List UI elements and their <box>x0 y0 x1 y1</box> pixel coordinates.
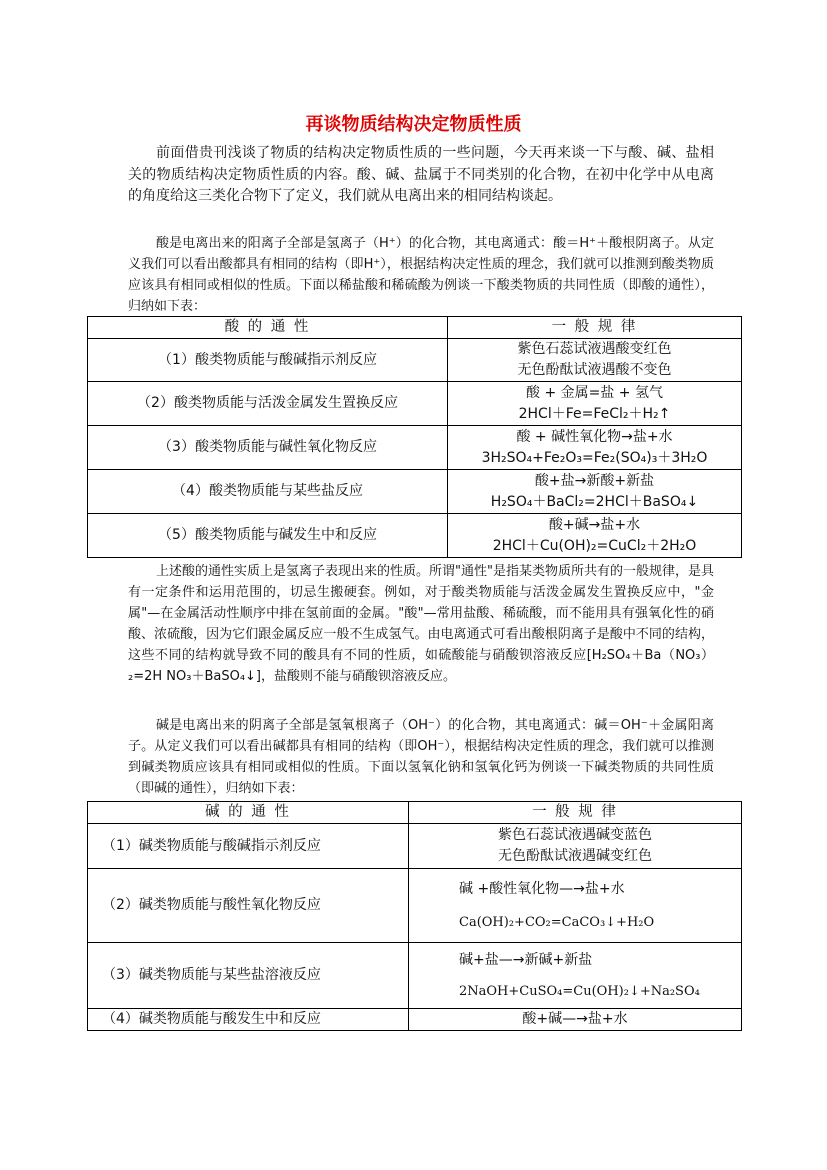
rule-text: 无色酚酞试液遇碱变红色 <box>498 848 652 864</box>
property-cell: （2）酸类物质能与活泼金属发生置换反应 <box>88 382 448 426</box>
rule-cell <box>448 339 742 382</box>
property-cell: （4）碱类物质能与酸发生中和反应 <box>88 1009 409 1031</box>
rule-cell <box>448 470 742 514</box>
property-cell: （5）酸类物质能与碱发生中和反应 <box>88 514 448 558</box>
table-row <box>88 824 742 869</box>
table-header-row <box>88 317 742 339</box>
header-cell: 一 般 规 律 <box>448 317 742 339</box>
table-row <box>88 514 742 558</box>
document-title: 再谈物质结构决定物质性质 <box>305 114 522 135</box>
rule-equation: 3H₂SO₄+Fe₂O₃=Fe₂(SO₄)₃＋3H₂O <box>481 449 708 466</box>
acid-properties-table <box>87 316 742 558</box>
table-header-row <box>88 802 742 824</box>
table-row <box>88 470 742 514</box>
rule-text: 无色酚酞试液遇酸不变色 <box>517 362 672 378</box>
rule-text: 紫色石蕊试液遇碱变蓝色 <box>498 827 652 843</box>
property-cell: （4）酸类物质能与某些盐反应 <box>88 470 448 514</box>
paragraph-intro: 前面借贵刊浅谈了物质的结构决定物质性质的一些问题，今天再来谈一下与酸、碱、盐相关的物质结构决定物质性质的内容。酸、碱、盐属于不同类别的化合物，在初中化学中从电离的角度给这三类化合物下了定义，我们就从电离出来的相同结构谈起。 <box>128 145 714 204</box>
rule-text: 酸 + 碱性氧化物→盐+水 <box>516 428 673 445</box>
table-row <box>88 426 742 470</box>
property-cell: （2）碱类物质能与酸性氧化物反应 <box>88 869 409 943</box>
rule-equation: Ca(OH)₂+CO₂=CaCO₃↓+H₂O <box>459 914 655 930</box>
property-cell: （1）酸类物质能与酸碱指示剂反应 <box>88 339 448 382</box>
rule-cell <box>448 426 742 470</box>
paragraph-acid-discussion: 上述酸的通性实质上是氢离子表现出来的性质。所谓"通性"是指某类物质所共有的一般规律，是具有一定条件和运用范围的，切忌生搬硬套。例如，对于酸类物质能与活泼金属发生置换反应中，"金属"—在金属活动性顺序中排在氢前面的金属。"酸"—常用盐酸、稀硫酸，而不能用具有强氧化性的硝酸、浓硫酸，因为它们跟金属反应一般不生成氢气。由电离通式可看出酸根阴离子是酸中不同的结构，这些不同的结构就导致不同的酸具有不同的性质，如硫酸能与硝酸钡溶液反应[H₂SO₄＋Ba（NO₃）₂=2H NO₃＋BaSO₄↓]，盐酸则不能与硝酸钡溶液反应。 <box>128 564 714 684</box>
rule-text: 酸+碱—→盐+水 <box>522 1011 628 1027</box>
rule-text: 酸+盐→新酸+新盐 <box>534 472 655 489</box>
property-cell: （1）碱类物质能与酸碱指示剂反应 <box>88 824 409 869</box>
rule-equation: 2NaOH+CuSO₄=Cu(OH)₂↓+Na₂SO₄ <box>459 983 700 999</box>
rule-cell <box>409 943 742 1009</box>
rule-text: 酸 + 金属=盐 + 氢气 <box>526 384 663 401</box>
paragraph-acid-definition: 酸是电离出来的阳离子全部是氢离子（H⁺）的化合物，其电离通式：酸＝H⁺＋酸根阴离子。从定义我们可以看出酸都具有相同的结构（即H⁺），根据结构决定性质的理念，我们就可以推测到酸类物质应该具有相同或相似的性质。下面以稀盐酸和稀硫酸为例谈一下酸类物质的共同性质（即酸的通性），归纳如下表： <box>128 236 714 314</box>
header-cell: 碱 的 通 性 <box>88 802 409 824</box>
table-row <box>88 339 742 382</box>
rule-text: 酸+碱→盐+水 <box>548 516 641 533</box>
property-cell: （3）碱类物质能与某些盐溶液反应 <box>88 943 409 1009</box>
rule-text: 碱 +酸性氧化物—→盐+水 <box>459 880 625 897</box>
header-cell: 酸 的 通 性 <box>88 317 448 339</box>
rule-equation: H₂SO₄＋BaCl₂=2HCl＋BaSO₄↓ <box>490 493 699 510</box>
rule-equation: 2HCl＋Fe=FeCl₂＋H₂↑ <box>518 405 671 422</box>
rule-cell <box>448 514 742 558</box>
rule-cell <box>409 869 742 943</box>
paragraph-base-definition: 碱是电离出来的阴离子全部是氢氧根离子（OH⁻）的化合物，其电离通式：碱＝OH⁻＋金属阳离子。从定义我们可以看出碱都具有相同的结构（即OH⁻），根据结构决定性质的理念，我们就可以推测到碱类物质应该具有相同或相似的性质。下面以氢氧化钠和氢氧化钙为例谈一下碱类物质的共同性质（即碱的通性），归纳如下表： <box>128 718 714 796</box>
table-row <box>88 943 742 1009</box>
rule-cell <box>448 382 742 426</box>
table-row <box>88 869 742 943</box>
rule-equation: 2HCl＋Cu(OH)₂=CuCl₂＋2H₂O <box>492 537 697 554</box>
rule-cell <box>409 1009 742 1031</box>
table-row <box>88 382 742 426</box>
base-properties-table <box>87 801 742 1031</box>
table-row <box>88 1009 742 1031</box>
rule-text: 紫色石蕊试液遇酸变红色 <box>517 341 672 357</box>
property-cell: （3）酸类物质能与碱性氧化物反应 <box>88 426 448 470</box>
rule-cell <box>409 824 742 869</box>
rule-text: 碱+盐—→新碱+新盐 <box>459 951 593 968</box>
header-cell: 一 般 规 律 <box>409 802 742 824</box>
